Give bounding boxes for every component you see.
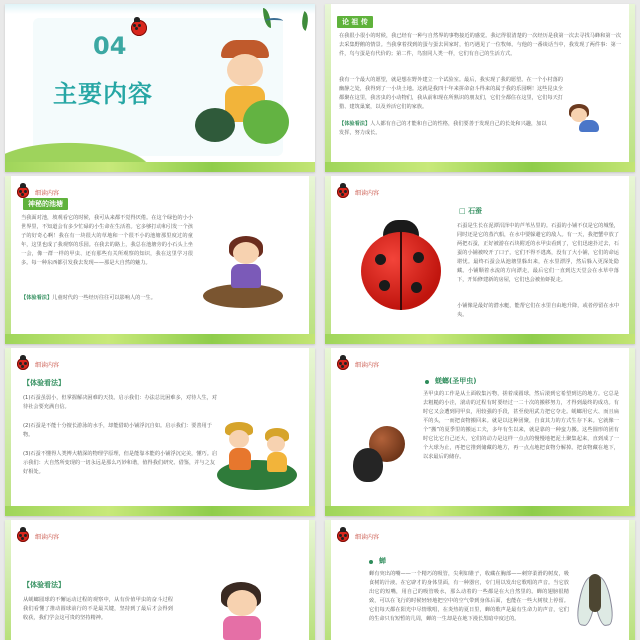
frame-right <box>309 176 315 344</box>
frame-left <box>325 4 331 172</box>
experience-note <box>21 294 211 303</box>
slide-beetle-experience[interactable] <box>5 520 315 640</box>
ladybug-icon <box>17 530 29 542</box>
slide-lun-zu-chuan[interactable] <box>325 4 635 172</box>
slide-caddisfly-experience[interactable] <box>5 348 315 516</box>
face-icon <box>229 430 249 448</box>
frame-right <box>629 176 635 344</box>
section-label: 细读内容 <box>355 190 380 197</box>
experience-text: 人人都有自己的才能和自己的性格，我们要善于发现自己的长处和兴趣，加以发挥，努力成长。 <box>339 121 547 136</box>
ladybug-icon <box>131 20 147 36</box>
paragraph: 当我面对池，坡观看它的时候，我可从来都不觉得厌倦。在这个绿色的小小世界里，不知道会有多少忙碌的小生命在生活着。它多够打动和引发一个孩子的好奇心啊！我在有一块很大的草地和一个很不小的池塘那里度过的童年，这里也成了我观察的乐园。在我去的路上，我总在池塘旁的小石头上坐一会，像一群一样的甲虫、还有那些有关所观察的知识，我在这里学习很多。每一种东西都引发我去发现——那是大自然的魅力。 <box>21 215 193 266</box>
child-illustration <box>565 100 605 140</box>
child-illustration <box>217 582 267 640</box>
ladybug-illustration <box>353 214 449 310</box>
heading-dung-beetle: 蜣螂(圣甲虫) <box>435 377 477 385</box>
shirt-icon <box>579 120 599 132</box>
slide-cicada[interactable] <box>325 520 635 640</box>
bird-icon <box>265 18 283 24</box>
section-tag: 神秘的池塘 <box>23 198 68 210</box>
shirt-icon <box>229 448 251 470</box>
list-item: (3)石蚕不懂得人类博大精深的物理学原理，但是能靠本能的小铺浮沉完美，懂巧。启示我们：大自然所变现的一切永远是那么巧妙和谐，值得我们研究、借鉴，并与之友好相处。 <box>23 451 218 475</box>
ladybug-spot <box>379 280 390 291</box>
square-icon: □ <box>459 207 469 215</box>
frame-left <box>5 520 11 640</box>
section-label: 细读内容 <box>35 190 60 197</box>
experience-text: 儿童时代的一些经历往往可以影响人的一生。 <box>52 295 156 301</box>
frame-left <box>325 176 331 344</box>
frame-right <box>629 348 635 516</box>
paragraph: 我有一个最大的愿望，就是想在野外建立一个试验室。最后，我实现了我的愿望。在一个小村落的幽静之处，我得到了一小块土地。这就是我四十年来拼命奋斗得来的属于我的乐园啊！这些昆虫全都聚在这里，我害虫的小动物们，我从前和现在所熟识的朋友们，它们全都住在这里，它们每天打猎、建筑巢窠，以及养活它们的家族。 <box>339 77 563 110</box>
frame-right <box>309 520 315 640</box>
dung-beetle-illustration <box>349 426 405 486</box>
paragraph: 在我很小很小的时候，我已经有一种与自然界的事物接近的感觉。我记得很清楚的一次经历是我第一次去寻找马蜂和第一次去采集野鹅的情景。当我拿着找到的蛋与蛋去回家时，怕巧遇见了一位牧师。与他的一番谈话当中，我发现了两件事：第一件，鸟与蛋是有代价的；第二件，鸟窗同人类一样，它们有自己的生活方式。 <box>339 33 621 57</box>
cicada-illustration <box>575 570 615 630</box>
bush-icon <box>243 100 289 144</box>
paragraph: 石蚕是生长在泥潭沼泽中的芦苇丛里的。石蚕的小铺不仅是它的城堡，同时还是它的蒸汽船，在水中要躲避它的敌人。有一天，我把蟹中放了两把石蚕，正好被游在石块附近的水甲虫看到了，它们迅速扑过去，石蚕的小铺被咬开了口子，它们不得不逃离，没有了大小铺，它们的命运堪忧。最终石蚕会从池塘里躲出来，在水里漂浮，然后躲入更深处隐藏。小铺顺着水流的方向漂走，最后它们一直到达天堂会在水草中落下，开始修建新的房屋，它们也会被鱼虾捉走。 <box>457 223 619 283</box>
list-item: (1)石蚕虽弱小，但掌握解决困难的天技。启示我们：办法总比困难多，对待人生，对待社会要充满自信。 <box>23 395 218 410</box>
bullet-icon <box>369 560 373 564</box>
list-item: (2)石蚕是不能十分擅长游泳的水手，却能借助小铺浮沉自如。启示我们：要善用于物。 <box>23 423 212 438</box>
grass-frame <box>325 334 635 344</box>
ladybug-icon <box>337 186 349 198</box>
heading-cicada: 蝉 <box>379 557 386 565</box>
frame-right <box>629 4 635 172</box>
paragraph: 从蜣螂圆球的不懈运动过程的观察中，从有价值甲虫的奋斗过程我们看懂了推动圆球前行的不是最关键，坚持到了最后才会得到收获，我们学会这可贵的坚持精神。 <box>23 597 173 621</box>
shirt-icon <box>223 616 261 640</box>
experience-heading: 【体验看法】 <box>23 379 65 387</box>
frame-right <box>309 348 315 516</box>
heading-caddisfly <box>459 206 482 216</box>
slide-caddisfly[interactable] <box>325 176 635 344</box>
ladybug-icon <box>337 530 349 542</box>
grass-frame <box>5 162 315 172</box>
paragraph-extra: 小铺像是最好的潜水艇，能帮它们在水里自由地升降，或者停留在水中央。 <box>457 303 619 318</box>
bush-icon <box>195 108 235 142</box>
section-label: 细读内容 <box>35 534 60 541</box>
face-icon <box>267 436 285 452</box>
frame-left <box>325 348 331 516</box>
ladybug-spot <box>411 282 422 293</box>
shirt-icon <box>231 264 261 288</box>
child-illustration <box>223 422 257 482</box>
face-icon <box>227 590 257 616</box>
experience-heading: 【体验看法】 <box>23 581 65 589</box>
child-illustration <box>227 236 267 296</box>
slide-title[interactable] <box>5 4 315 172</box>
experience-note <box>339 120 549 138</box>
frame-right <box>629 520 635 640</box>
ladybug-spot <box>413 252 424 263</box>
experience-label: 【体验看法】 <box>21 295 53 301</box>
experience-label: 【体验看法】 <box>339 121 371 127</box>
face-icon <box>227 54 263 86</box>
ladybug-icon <box>337 358 349 370</box>
child-illustration <box>263 428 293 484</box>
section-label: 细读内容 <box>35 362 60 369</box>
bullet-icon <box>425 380 429 384</box>
section-label: 细读内容 <box>355 362 380 369</box>
leaf-icon <box>298 11 312 31</box>
grass-frame <box>5 334 315 344</box>
grass-frame <box>325 162 635 172</box>
beetle-body <box>353 448 383 482</box>
section-number: 04 <box>93 32 127 60</box>
slide-pond[interactable] <box>5 176 315 344</box>
frame-left <box>5 348 11 516</box>
paragraph: 圣甲虫的工作是从土面收集污物，搓着成圆球，然后滚到它希望到达的地方。它总是去粗糙的小洼，滚动的过程有时要经过一二十次的搬移努力，才得到最终的成功。有时它又会遭到同甲虫，用较强的手段，甚至使用武力把它夺走。蜣螂用它大、而且扁平的头，一而把食物搬回来。就是以这种团聚，自食其力的方式生存下来。它就像一个“搬”的夏季里的搬运工夫，多年有生以来，就是靠的一种蛮力搬。这些圆形的团有时它比它自己还大，它们的动力是这样一点点的慢慢地把泥土聚集起来，直到成了一个大球为止，再把它推到储藏的地方，再一点点地把食物分解掉。把食物藏在地下，以求最后的储存。 <box>423 391 619 460</box>
section-label: 细读内容 <box>355 534 380 541</box>
grass-frame <box>5 506 315 516</box>
ladybug-spot <box>375 254 386 265</box>
section-tag: 论 祖 传 <box>337 16 373 28</box>
paragraph: 蝉有突出的嘴——一个精巧的吸管，尖利如锥子，收藏在胸部——刺穿柔滑的树皮，吸食树的汁液。在它辟才的身体里面，有一种器官，专门用以发出它歌唱的声音。当它放出它的短嘴，用自己的吸管吸水，那么动着的一些都是在大自然里的。蝉的翅膀很精致，可以在飞行的时候轻轻地把空中的空气带到身体后面，也能在一些大树枝上停留。它们每天都在阳光中尽情歌唱，在炎热的夏日里，蝉的歌声是最有生命力的声音，它们的生命只有短暂的几周，蝉的一生却是在地下漫长黑暗中度过的。 <box>369 571 569 622</box>
ladybug-icon <box>17 186 29 198</box>
frame-left <box>325 520 331 640</box>
page-title: 主要内容 <box>53 80 153 108</box>
ladybug-split <box>400 232 402 310</box>
heading-text: 石蚕 <box>468 207 483 215</box>
ladybug-icon <box>17 358 29 370</box>
cicada-body <box>589 574 601 612</box>
face-icon <box>233 242 259 264</box>
slide-dung-beetle[interactable] <box>325 348 635 516</box>
grass-frame <box>325 506 635 516</box>
shirt-icon <box>267 452 287 472</box>
frame-left <box>5 176 11 344</box>
